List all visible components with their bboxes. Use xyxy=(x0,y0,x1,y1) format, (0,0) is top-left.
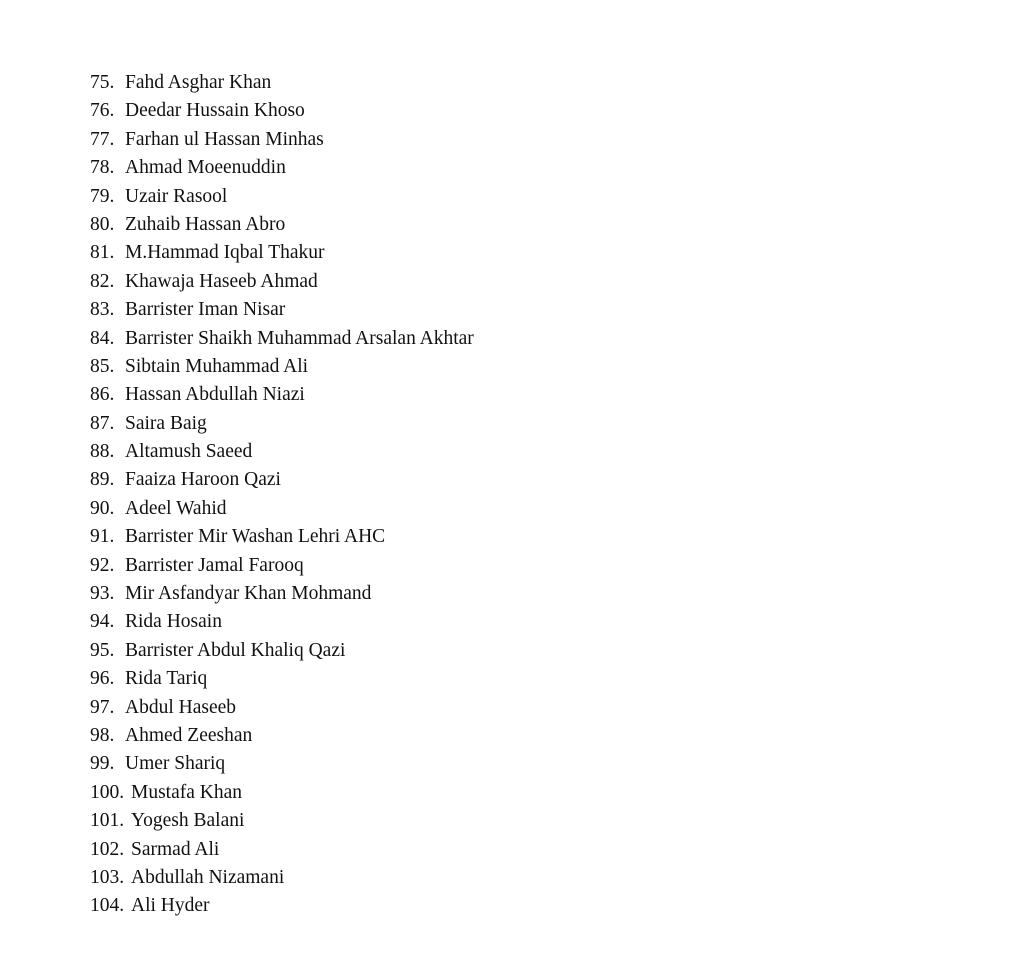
item-name: Abdullah Nizamani xyxy=(131,866,285,888)
list-item xyxy=(90,665,474,693)
item-number: 95. xyxy=(90,639,115,661)
list-item xyxy=(90,637,474,665)
numbered-name-list xyxy=(90,69,474,921)
list-item xyxy=(90,864,474,892)
item-number: 89. xyxy=(90,469,115,491)
list-item xyxy=(90,779,474,807)
item-number: 82. xyxy=(90,270,115,292)
list-item xyxy=(90,552,474,580)
item-name: Khawaja Haseeb Ahmad xyxy=(125,270,318,292)
item-number: 103. xyxy=(90,866,125,888)
item-number: 96. xyxy=(90,668,115,690)
list-item xyxy=(90,892,474,920)
item-name: Barrister Abdul Khaliq Qazi xyxy=(125,639,346,661)
list-item xyxy=(90,296,474,324)
list-item xyxy=(90,722,474,750)
item-number: 92. xyxy=(90,554,115,576)
list-item xyxy=(90,608,474,636)
item-name: Deedar Hussain Khoso xyxy=(125,100,305,122)
item-name: Umer Shariq xyxy=(125,753,226,775)
item-name: Ali Hyder xyxy=(131,895,210,917)
item-number: 102. xyxy=(90,838,125,860)
item-number: 97. xyxy=(90,696,115,718)
item-number: 104. xyxy=(90,895,125,917)
item-name: Barrister Iman Nisar xyxy=(125,299,286,321)
item-number: 83. xyxy=(90,299,115,321)
item-number: 79. xyxy=(90,185,115,207)
item-number: 99. xyxy=(90,753,115,775)
item-name: Altamush Saeed xyxy=(125,441,253,463)
item-number: 87. xyxy=(90,412,115,434)
item-name: Sibtain Muhammad Ali xyxy=(125,355,309,377)
item-number: 94. xyxy=(90,611,115,633)
list-item xyxy=(90,183,474,211)
item-name: Uzair Rasool xyxy=(125,185,228,207)
item-name: Yogesh Balani xyxy=(131,810,245,832)
item-number: 90. xyxy=(90,497,115,519)
item-number: 77. xyxy=(90,128,115,150)
list-item xyxy=(90,580,474,608)
list-item xyxy=(90,268,474,296)
list-item xyxy=(90,126,474,154)
item-name: Adeel Wahid xyxy=(125,497,227,519)
list-item xyxy=(90,836,474,864)
item-name: Barrister Mir Washan Lehri AHC xyxy=(125,526,386,548)
list-item xyxy=(90,750,474,778)
item-name: Saira Baig xyxy=(125,412,207,434)
list-item xyxy=(90,353,474,381)
item-number: 88. xyxy=(90,441,115,463)
item-name: Ahmad Moeenuddin xyxy=(125,157,286,179)
item-number: 84. xyxy=(90,327,115,349)
item-name: Hassan Abdullah Niazi xyxy=(125,384,305,406)
item-name: M.Hammad Iqbal Thakur xyxy=(125,242,325,264)
item-name: Faaiza Haroon Qazi xyxy=(125,469,281,491)
list-item xyxy=(90,69,474,97)
list-item xyxy=(90,523,474,551)
list-item xyxy=(90,807,474,835)
list-item xyxy=(90,381,474,409)
list-item xyxy=(90,211,474,239)
item-number: 98. xyxy=(90,724,115,746)
item-name: Farhan ul Hassan Minhas xyxy=(125,128,324,150)
item-number: 86. xyxy=(90,384,115,406)
item-number: 81. xyxy=(90,242,115,264)
item-name: Ahmed Zeeshan xyxy=(125,724,253,746)
item-name: Mir Asfandyar Khan Mohmand xyxy=(125,583,372,605)
list-item xyxy=(90,239,474,267)
list-item xyxy=(90,410,474,438)
item-number: 91. xyxy=(90,526,115,548)
list-item xyxy=(90,438,474,466)
item-number: 75. xyxy=(90,72,115,93)
item-name: Fahd Asghar Khan xyxy=(125,72,272,93)
item-name: Sarmad Ali xyxy=(131,838,220,860)
item-number: 85. xyxy=(90,355,115,377)
item-name: Mustafa Khan xyxy=(131,781,243,803)
item-number: 93. xyxy=(90,583,115,605)
list-item xyxy=(90,154,474,182)
item-name: Abdul Haseeb xyxy=(125,696,237,718)
list-item xyxy=(90,694,474,722)
item-number: 101. xyxy=(90,810,125,832)
list-item xyxy=(90,97,474,125)
item-name: Rida Tariq xyxy=(125,668,208,690)
item-name: Zuhaib Hassan Abro xyxy=(125,213,286,235)
list-item xyxy=(90,495,474,523)
item-name: Rida Hosain xyxy=(125,611,222,633)
item-number: 100. xyxy=(90,781,125,803)
list-item xyxy=(90,325,474,353)
item-name: Barrister Shaikh Muhammad Arsalan Akhtar xyxy=(125,327,474,349)
list-item xyxy=(90,466,474,494)
item-number: 78. xyxy=(90,157,115,179)
item-number: 76. xyxy=(90,100,115,122)
item-name: Barrister Jamal Farooq xyxy=(125,554,304,576)
item-number: 80. xyxy=(90,213,115,235)
